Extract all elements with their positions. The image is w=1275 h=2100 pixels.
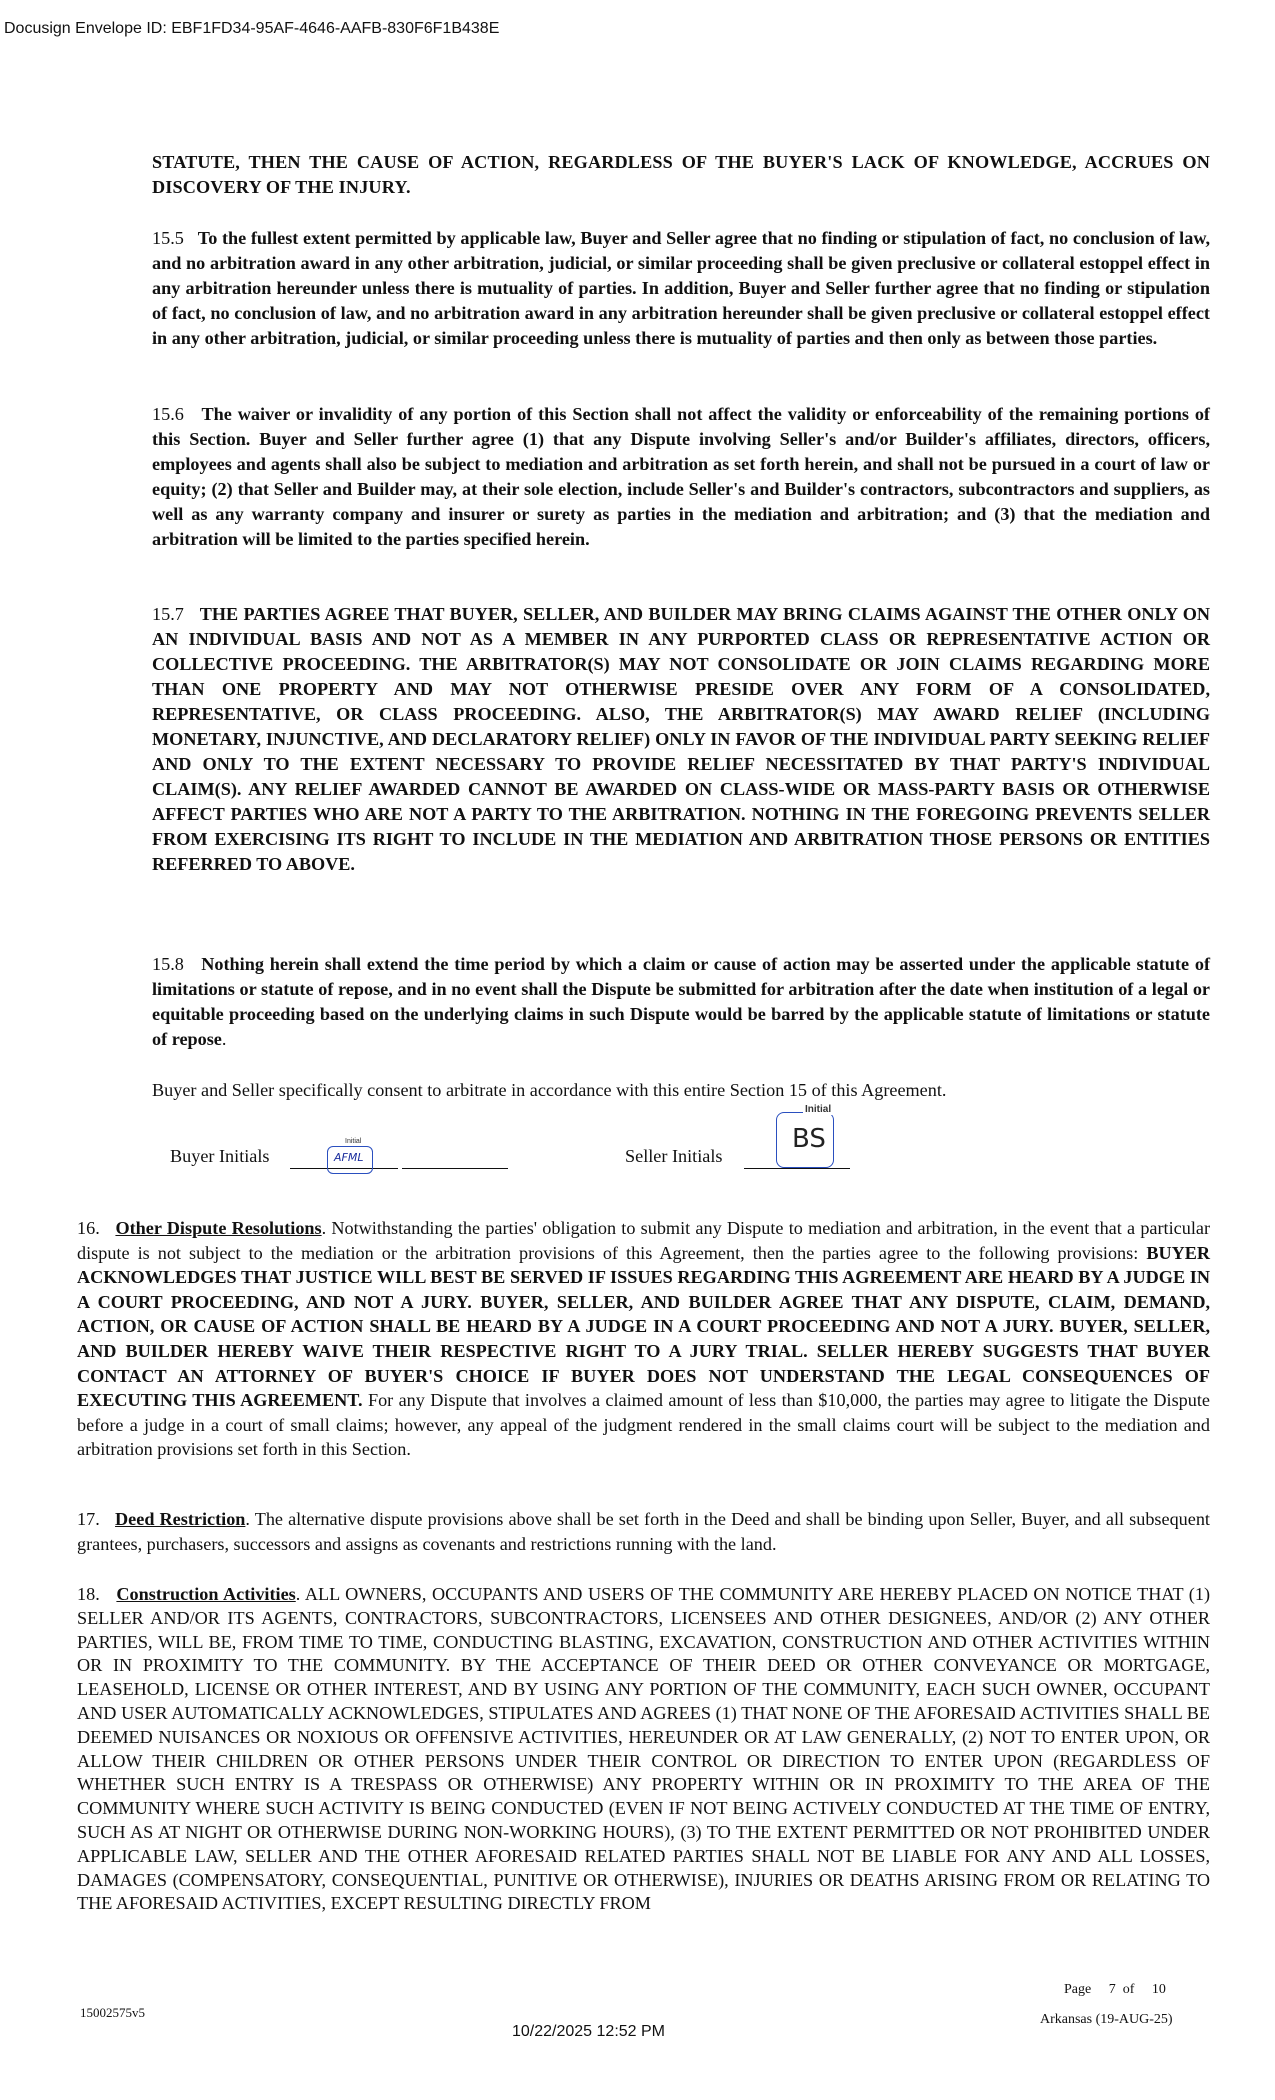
section-16-number: 16. <box>77 1218 100 1238</box>
arbitration-consent: Buyer and Seller specifically consent to arbitrate in accordance with this entire Section 15 of this Agreement. <box>152 1080 947 1100</box>
seller-initials-line <box>744 1168 850 1169</box>
page-number <box>1064 1982 1166 1998</box>
page-word: Page <box>1064 1982 1092 1997</box>
section-15-5-text: To the fullest extent permitted by applicable law, Buyer and Seller agree that no finding or stipulation of fact, no conclusion of law, and no arbitration award in any other arbitration, judicial, or similar proceeding shall be given preclusive or collateral estoppel effect in any arbitration hereunder unless there is mutuality of parties. In addition, Buyer and Seller further agree that no finding or stipulation of fact, no conclusion of law, and no arbitration award in any arbitration hereunder shall be given preclusive or collateral estoppel effect in any other arbitration, judicial, or similar proceeding unless there is mutuality of parties and then only as between those parties. <box>152 228 1210 348</box>
section-16-jury-waiver: BUYER ACKNOWLEDGES THAT JUSTICE WILL BEST BE SERVED IF ISSUES REGARDING THIS AGREEMENT ARE HEARD BY A JUDGE IN A COURT PROCEEDING, AND NOT A JURY. BUYER, SELLER, AND BUILDER AGREE THAT ANY DISPUTE, CLAIM, DEMAND, ACTION, OR CAUSE OF ACTION SHALL BE HEARD BY A JUDGE IN A COURT PROCEEDING AND NOT A JURY. BUYER, SELLER, AND BUILDER HEREBY WAIVE THEIR RESPECTIVE RIGHT TO A JURY TRIAL. SELLER HEREBY SUGGESTS THAT BUYER CONTACT AN ATTORNEY OF BUYER'S CHOICE IF BUYER DOES NOT UNDERSTAND THE LEGAL CONSEQUENCES OF EXECUTING THIS AGREEMENT. <box>77 1242 1210 1411</box>
section-15-7-number: 15.7 <box>152 604 184 624</box>
section-17-text: . The alternative dispute provisions above shall be set forth in the Deed and shall be binding upon Seller, Buyer, and all subsequent grantees, purchasers, successors and assigns as covenants and restrictions running with the land. <box>77 1509 1210 1554</box>
buyer-initials-label: Buyer Initials <box>170 1146 270 1166</box>
seller-initials-signature: BS <box>792 1124 826 1154</box>
buyer-initials-line-2 <box>402 1168 508 1169</box>
section-18-text: . ALL OWNERS, OCCUPANTS AND USERS OF THE COMMUNITY ARE HEREBY PLACED ON NOTICE THAT (1) SELLER AND/OR ITS AGENTS, CONTRACTORS, SUBCONTRACTORS, LICENSEES AND OTHER DESIGNEES, AND/OR (2) ANY OTHER PARTIES, WILL BE, FROM TIME TO TIME, CONDUCTING BLASTING, EXCAVATION, CONSTRUCTION AND OTHER ACTIVITIES WITHIN OR IN PROXIMITY TO THE COMMUNITY. BY THE ACCEPTANCE OF THEIR DEED OR OTHER CONVEYANCE OR MORTGAGE, LEASEHOLD, LICENSE OR OTHER INTEREST, AND BY USING ANY PORTION OF THE COMMUNITY, EACH SUCH OWNER, OCCUPANT AND USER AUTOMATICALLY ACKNOWLEDGES, STIPULATES AND AGREES (1) THAT NONE OF THE AFORESAID ACTIVITIES SHALL BE DEEMED NUISANCES OR NOXIOUS OR OFFENSIVE ACTIVITIES, HEREUNDER OR AT LAW GENERALLY, (2) NOT TO ENTER UPON, OR ALLOW THEIR CHILDREN OR OTHER PERSONS UNDER THEIR CONTROL OR DIRECTION TO ENTER UPON (REGARDLESS OF WHETHER SUCH ENTRY IS A TRESPASS OR OTHERWISE) ANY PROPERTY WITHIN OR IN PROXIMITY TO THE AREA OF THE COMMUNITY WHERE SUCH ACTIVITY IS BEING CONDUCTED (EVEN IF NOT BEING ACTIVELY CONDUCTED AT THE TIME OF ENTRY, SUCH AS AT NIGHT OR OTHERWISE DURING NON-WORKING HOURS), (3) TO THE EXTENT PERMITTED OR NOT PROHIBITED UNDER APPLICABLE LAW, SELLER AND THE OTHER AFORESAID RELATED PARTIES SHALL NOT BE LIABLE FOR ANY AND ALL LOSSES, DAMAGES (COMPENSATORY, CONSEQUENTIAL, PUNITIVE OR OTHERWISE), INJURIES OR DEATHS ARISING FROM OR RELATING TO THE AFORESAID ACTIVITIES, EXCEPT RESULTING DIRECTLY FROM <box>77 1584 1211 1914</box>
section-15-6 <box>152 402 1210 552</box>
buyer-initials-signature: AFML <box>334 1151 364 1164</box>
section-18 <box>77 1583 1210 1916</box>
section-15-8-period: . <box>221 1029 227 1049</box>
section-15-7 <box>152 602 1210 877</box>
page-total: 10 <box>1151 1982 1166 1997</box>
section-16-small-claims: For any Dispute that involves a claimed amount of less than $10,000, the parties may agree to litigate the Dispute before a judge in a court of small claims; however, any appeal of the judgment rendered in the small claims court will be subject to the mediation and arbitration provisions set forth in this Section. <box>77 1390 1210 1460</box>
buyer-initial-box-label: Initial <box>345 1138 362 1145</box>
section-15-8-text: Nothing herein shall extend the time period by which a claim or cause of action may be asserted under the applicable statute of limitations or statute of repose, and in no event shall the Dispute be submitted for arbitration after the date when institution of a legal or equitable proceeding based on the underlying claims in such Dispute would be barred by the applicable statute of limitations or statute of repose <box>152 954 1211 1049</box>
section-17-title: Deed Restriction <box>115 1509 246 1529</box>
signing-timestamp: 10/22/2025 12:52 PM <box>512 2023 666 2040</box>
section-15-5-number: 15.5 <box>152 228 184 248</box>
section-16-lead: . Notwithstanding the parties' obligation to submit any Dispute to mediation and arbitration, in the event that a particular dispute is not subject to the mediation or the arbitration provisions of this Agreement, then the parties agree to the following provisions: <box>77 1218 1211 1263</box>
section-16-title: Other Dispute Resolutions <box>115 1218 322 1238</box>
section-18-title: Construction Activities <box>116 1584 296 1604</box>
section-16 <box>77 1216 1210 1462</box>
section-15-5 <box>152 226 1210 351</box>
document-code: 15002575v5 <box>80 2005 145 2020</box>
section-15-6-text: The waiver or invalidity of any portion of this Section shall not affect the validity or enforceability of the remaining portions of this Section. Buyer and Seller further agree (1) that any Dispute involving Seller's and/or Builder's affiliates, directors, officers, employees and agents shall also be subject to mediation and arbitration as set forth herein, and shall not be pursued in a court of law or equity; (2) that Seller and Builder may, at their sole election, include Seller's and Builder's contractors, subcontractors and suppliers, as well as any warranty company and insurer or surety as parties in the mediation and arbitration; and (3) that the mediation and arbitration will be limited to the parties specified herein. <box>152 404 1210 549</box>
section-15-8-number: 15.8 <box>152 954 184 974</box>
section-15-8 <box>152 952 1210 1052</box>
statute-continuation: STATUTE, THEN THE CAUSE OF ACTION, REGARDLESS OF THE BUYER'S LACK OF KNOWLEDGE, ACCRUES ON DISCOVERY OF THE INJURY. <box>152 152 1210 197</box>
section-15-6-number: 15.6 <box>152 404 184 424</box>
page-of: of <box>1122 1982 1135 1997</box>
page-current: 7 <box>1108 1982 1116 1997</box>
seller-initial-box-label: Initial <box>805 1104 832 1115</box>
section-17-number: 17. <box>77 1509 100 1529</box>
section-17 <box>77 1507 1210 1557</box>
buyer-initial-field[interactable] <box>327 1138 377 1174</box>
seller-initials-label: Seller Initials <box>625 1146 723 1166</box>
seller-initial-field[interactable] <box>776 1106 838 1168</box>
section-15-7-text: THE PARTIES AGREE THAT BUYER, SELLER, AND BUILDER MAY BRING CLAIMS AGAINST THE OTHER ONLY ON AN INDIVIDUAL BASIS AND NOT AS A MEMBER IN ANY PURPORTED CLASS OR REPRESENTATIVE ACTION OR COLLECTIVE PROCEEDING. THE ARBITRATOR(S) MAY NOT CONSOLIDATE OR JOIN CLAIMS REGARDING MORE THAN ONE PROPERTY AND MAY NOT OTHERWISE PRESIDE OVER ANY FORM OF A CONSOLIDATED, REPRESENTATIVE, OR CLASS PROCEEDING. ALSO, THE ARBITRATOR(S) MAY AWARD RELIEF (INCLUDING MONETARY, INJUNCTIVE, AND DECLARATORY RELIEF) ONLY IN FAVOR OF THE INDIVIDUAL PARTY SEEKING RELIEF AND ONLY TO THE EXTENT NECESSARY TO PROVIDE RELIEF NECESSITATED BY THAT PARTY'S INDIVIDUAL CLAIM(S). ANY RELIEF AWARDED CANNOT BE AWARDED ON CLASS-WIDE OR MASS-PARTY BASIS OR OTHERWISE AFFECT PARTIES WHO ARE NOT A PARTY TO THE ARBITRATION. NOTHING IN THE FOREGOING PREVENTS SELLER FROM EXERCISING ITS RIGHT TO INCLUDE IN THE MEDIATION AND ARBITRATION THOSE PERSONS OR ENTITIES REFERRED TO ABOVE. <box>152 604 1211 874</box>
state-version: Arkansas (19-AUG-25) <box>1040 2012 1173 2027</box>
section-18-number: 18. <box>77 1584 100 1604</box>
envelope-id: Docusign Envelope ID: EBF1FD34-95AF-4646-AAFB-830F6F1B438E <box>4 20 500 37</box>
